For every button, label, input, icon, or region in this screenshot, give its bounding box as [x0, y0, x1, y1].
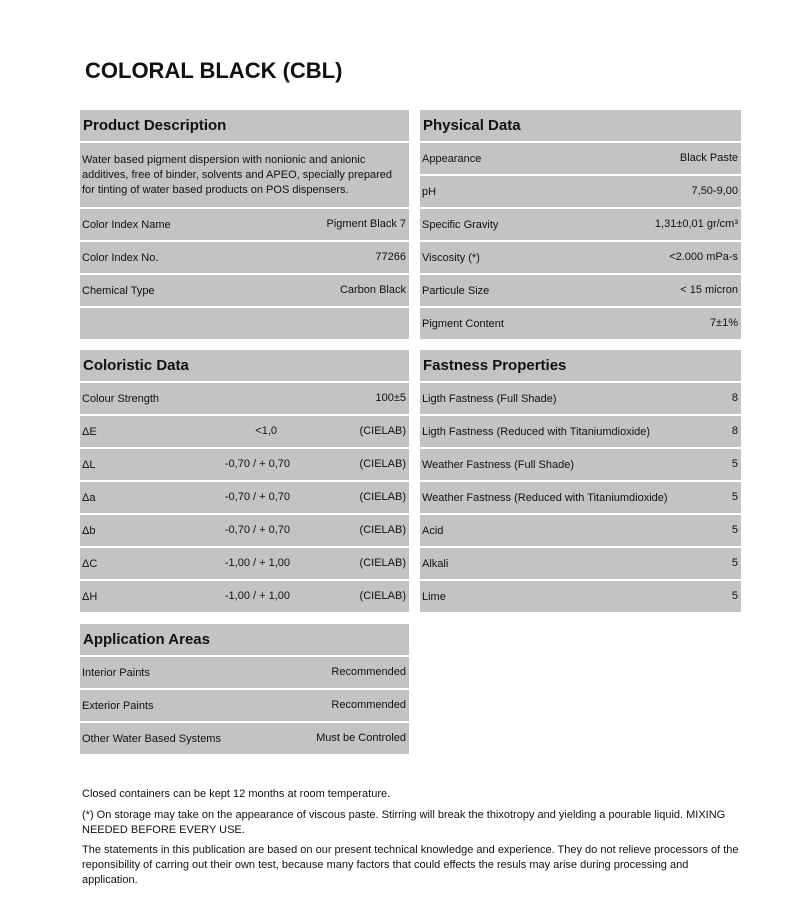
table-row: [420, 383, 741, 414]
row-label: Pigment Content: [422, 318, 504, 330]
row-label: Ligth Fastness (Reduced with Titaniumdioxide): [422, 426, 651, 438]
row-value: Must be Controled: [316, 732, 406, 744]
row-value: 5: [731, 458, 738, 470]
row-label: Appearance: [422, 153, 482, 165]
table-row: [420, 242, 741, 273]
row-label: ΔL: [82, 459, 96, 471]
application-areas-panel: [80, 624, 409, 756]
table-row: [80, 242, 409, 273]
row-value: 77266: [375, 251, 406, 263]
table-row: [80, 449, 409, 480]
page-title: COLORAL BLACK (CBL): [85, 58, 343, 83]
table-row: [80, 383, 409, 414]
row-value: 5: [731, 524, 738, 536]
panel-heading: Application Areas: [80, 624, 409, 655]
row-value: Carbon Black: [339, 284, 406, 296]
table-row: [80, 657, 409, 688]
row-range: -0,70 / + 0,70: [224, 524, 290, 536]
row-label: Exterior Paints: [82, 700, 154, 712]
product-description-panel: [80, 110, 409, 341]
table-row-empty: [80, 308, 409, 339]
panel-heading: Physical Data: [420, 110, 741, 141]
table-row: [80, 209, 409, 240]
row-label: Viscosity (*): [422, 252, 480, 264]
table-row: [80, 723, 409, 754]
product-description-row: [80, 143, 409, 207]
table-row: [420, 143, 741, 174]
row-label: Specific Gravity: [422, 219, 499, 231]
row-value: <2.000 mPa-s: [669, 251, 738, 263]
storage-note: Closed containers can be kept 12 months at room temperature.: [82, 788, 391, 800]
row-unit: (CIELAB): [359, 458, 406, 470]
disclaimer-note: The statements in this publication are based on our present technical knowledge and experience. They do not relieve processors of the reponsibility of carring out their own test, because many factors that could effects the resuls may arise during processing and application.: [82, 844, 739, 886]
coloristic-data-panel: [80, 350, 409, 614]
row-unit: (CIELAB): [359, 524, 406, 536]
table-row: [420, 482, 741, 513]
table-row: [420, 416, 741, 447]
row-label: Colour Strength: [82, 393, 160, 405]
table-row: [80, 515, 409, 546]
row-value: Pigment Black 7: [326, 218, 406, 230]
row-value: 7±1%: [709, 317, 738, 329]
row-label: Alkali: [422, 558, 449, 570]
row-value: 5: [731, 557, 738, 569]
table-row: [420, 515, 741, 546]
row-unit: (CIELAB): [359, 557, 406, 569]
row-unit: (CIELAB): [359, 425, 406, 437]
row-label: Ligth Fastness (Full Shade): [422, 393, 557, 405]
row-label: Δa: [82, 492, 96, 504]
row-label: ΔE: [82, 426, 97, 438]
row-value: 1,31±0,01 gr/cm³: [654, 218, 738, 230]
panel-heading: Coloristic Data: [80, 350, 409, 381]
row-value: Black Paste: [679, 152, 738, 164]
panel-heading: Product Description: [80, 110, 409, 141]
row-value: 5: [731, 590, 738, 602]
row-range: -0,70 / + 0,70: [224, 458, 290, 470]
table-row: [420, 209, 741, 240]
row-label: Chemical Type: [82, 285, 155, 297]
row-unit: (CIELAB): [359, 590, 406, 602]
table-row: [80, 581, 409, 612]
physical-data-panel: [420, 110, 741, 341]
row-unit: (CIELAB): [359, 491, 406, 503]
fastness-properties-panel: [420, 350, 741, 614]
row-label: pH: [422, 186, 437, 198]
row-value: 5: [731, 491, 738, 503]
row-label: ΔH: [82, 591, 98, 603]
table-row: [420, 176, 741, 207]
row-value: Recommended: [331, 699, 406, 711]
table-row: [420, 581, 741, 612]
table-row: [80, 690, 409, 721]
table-row: [80, 416, 409, 447]
row-value: 100±5: [375, 392, 406, 404]
row-value: Recommended: [331, 666, 406, 678]
row-value: 8: [731, 392, 738, 404]
row-label: Particule Size: [422, 285, 490, 297]
row-value: < 15 micron: [680, 284, 738, 296]
product-description-text: Water based pigment dispersion with nonionic and anionic additives, free of binder, solvents and APEO, specially prepared for tinting of water based products on POS dispensers.: [82, 154, 393, 196]
row-range: -1,00 / + 1,00: [224, 557, 290, 569]
row-label: ΔC: [82, 558, 98, 570]
row-value: 7,50-9,00: [691, 185, 738, 197]
table-row: [420, 449, 741, 480]
viscosity-note: (*) On storage may take on the appearance of viscous paste. Stirring will break the thixotropy and yielding a pourable liquid. MIXING NEEDED BEFORE EVERY USE.: [82, 809, 726, 836]
row-range: <1,0: [255, 425, 277, 437]
row-label: Weather Fastness (Reduced with Titaniumdioxide): [422, 492, 668, 504]
row-range: -1,00 / + 1,00: [224, 590, 290, 602]
row-label: Interior Paints: [82, 667, 150, 679]
panel-heading: Fastness Properties: [420, 350, 741, 381]
row-label: Lime: [422, 591, 446, 603]
row-label: Other Water Based Systems: [82, 733, 221, 745]
row-label: Color Index No.: [82, 252, 159, 264]
table-row: [80, 275, 409, 306]
table-row: [80, 482, 409, 513]
row-value: 8: [731, 425, 738, 437]
row-label: Δb: [82, 525, 96, 537]
row-label: Weather Fastness (Full Shade): [422, 459, 575, 471]
table-row: [420, 548, 741, 579]
table-row: [80, 548, 409, 579]
row-label: Color Index Name: [82, 219, 171, 231]
row-range: -0,70 / + 0,70: [224, 491, 290, 503]
row-label: Acid: [422, 525, 444, 537]
table-row: [420, 308, 741, 339]
table-row: [420, 275, 741, 306]
